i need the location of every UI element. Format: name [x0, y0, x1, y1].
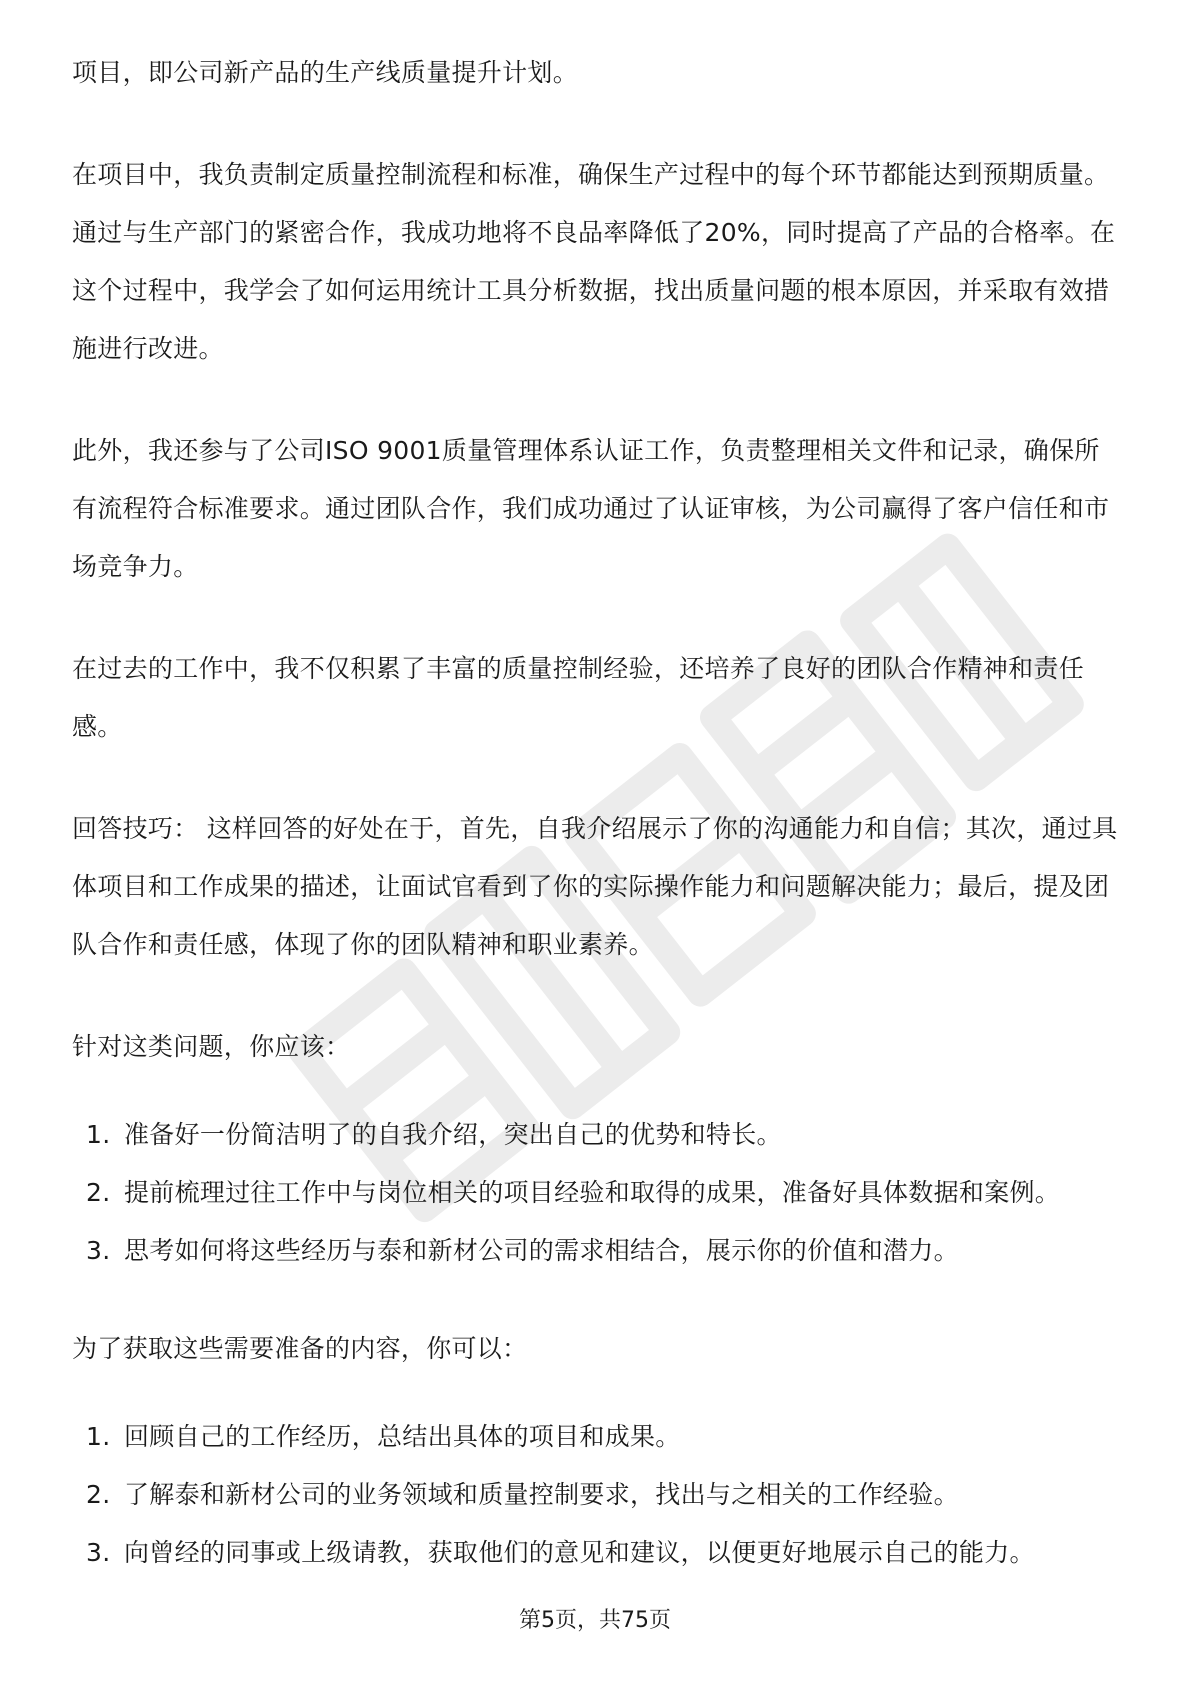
paragraph-quality-control: 在项目中，我负责制定质量控制流程和标准，确保生产过程中的每个环节都能达到预期质量。通过与生产部门的紧密合作，我成功地将不良品率降低了20%，同时提高了产品的合格率。在这个过程中，我学会了如何运用统计工具分析数据，找出质量问题的根本原因，并采取有效措施进行改进。: [72, 160, 1116, 363]
list-item: 3. 向曾经的同事或上级请教，获取他们的意见和建议，以便更好地展示自己的能力。: [86, 1538, 1035, 1567]
obtain-content-list: [72, 1408, 1118, 1582]
paragraph-experience-summary: 在过去的工作中，我不仅积累了丰富的质量控制经验，还培养了良好的团队合作精神和责任感。: [72, 654, 1085, 741]
preparation-list: [72, 1106, 1118, 1280]
paragraph-what-to-do-intro: 针对这类问题，你应该：: [72, 1032, 351, 1061]
list-item: 2. 提前梳理过往工作中与岗位相关的项目经验和取得的成果，准备好具体数据和案例。: [86, 1178, 1061, 1207]
paragraph-answer-tips: 回答技巧： 这样回答的好处在于，首先，自我介绍展示了你的沟通能力和自信；其次，通过具体项目和工作成果的描述，让面试官看到了你的实际操作能力和问题解决能力；最后，提及团队合作和责任感，体现了你的团队精神和职业素养。: [72, 814, 1118, 959]
document-body: [72, 44, 1118, 1622]
paragraph-how-to-obtain-intro: 为了获取这些需要准备的内容，你可以：: [72, 1334, 528, 1363]
list-item: 3. 思考如何将这些经历与泰和新材公司的需求相结合，展示你的价值和潜力。: [86, 1236, 959, 1265]
list-item: 1. 回顾自己的工作经历，总结出具体的项目和成果。: [86, 1422, 681, 1451]
list-item: 1. 准备好一份简洁明了的自我介绍，突出自己的优势和特长。: [86, 1120, 782, 1149]
paragraph-iso-certification: 此外，我还参与了公司ISO 9001质量管理体系认证工作，负责整理相关文件和记录，确保所有流程符合标准要求。通过团队合作，我们成功通过了认证审核，为公司赢得了客户信任和市场竞争力。: [72, 436, 1110, 581]
list-item: 2. 了解泰和新材公司的业务领域和质量控制要求，找出与之相关的工作经验。: [86, 1480, 959, 1509]
page-number-footer: 第5页，共75页: [519, 1608, 671, 1633]
paragraph-project: 项目，即公司新产品的生产线质量提升计划。: [72, 58, 579, 87]
